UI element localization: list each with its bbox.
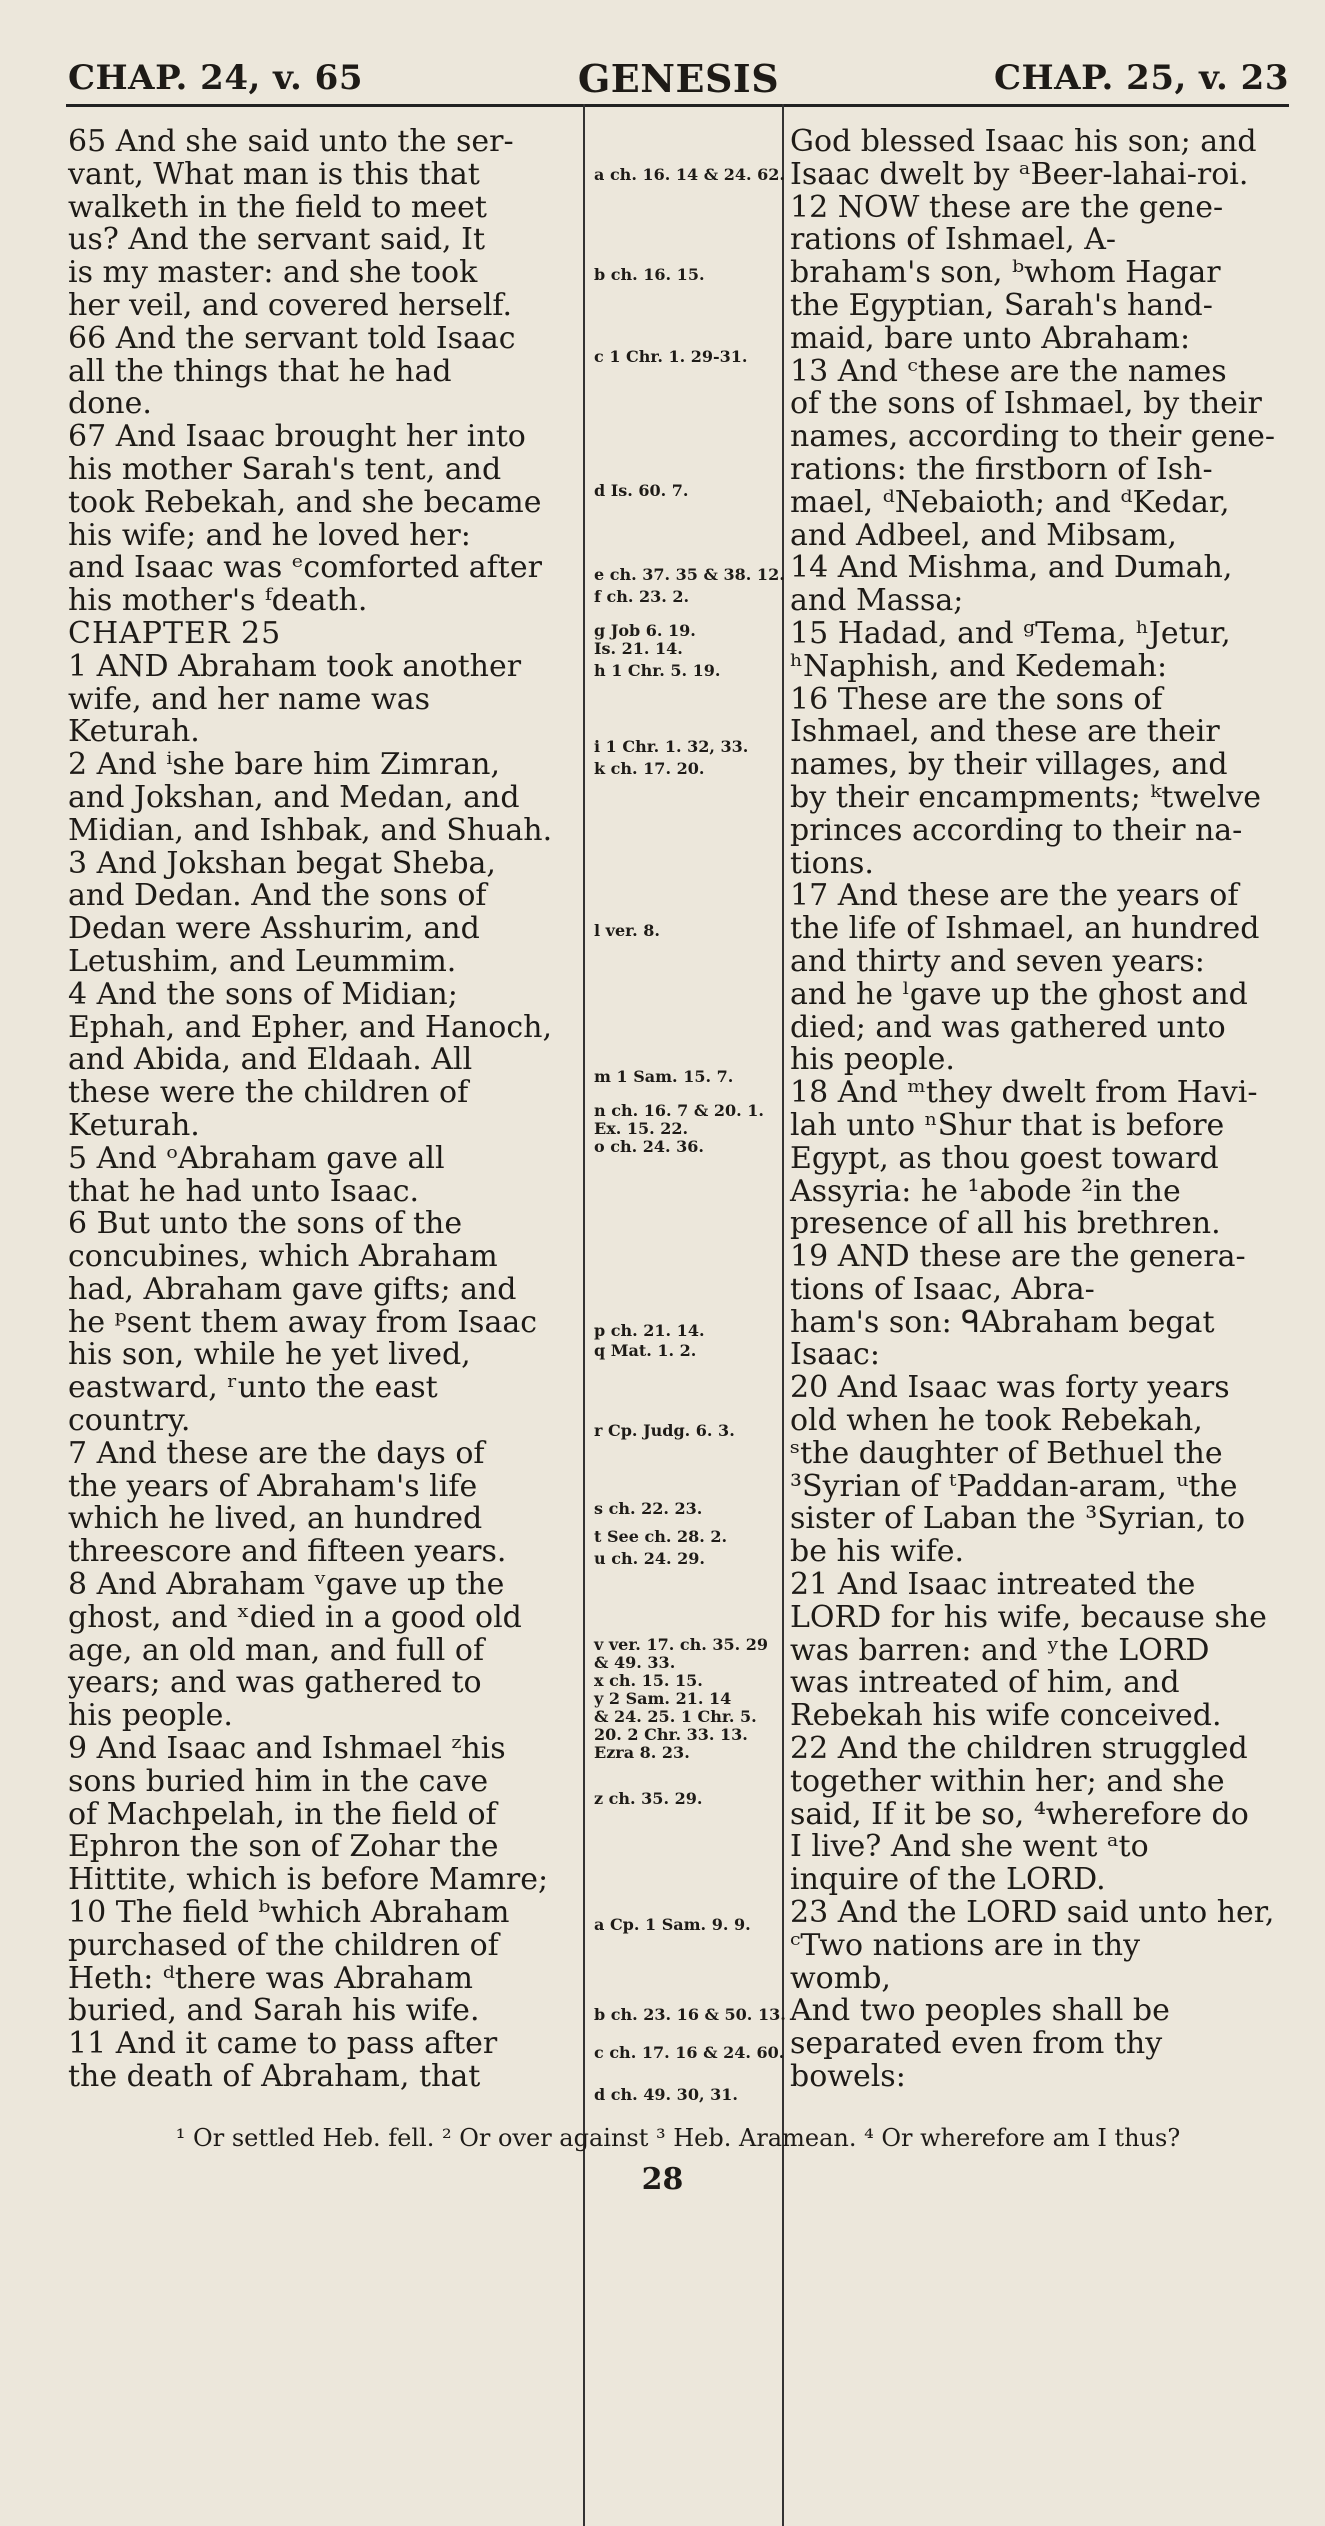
margin-ref: n ch. 16. 7 & 20. 1.	[594, 1101, 764, 1120]
text-line: ham's son: ᑫAbraham begat	[790, 1304, 1215, 1340]
text-line: Ephah, and Epher, and Hanoch,	[68, 1009, 552, 1045]
margin-ref: s ch. 22. 23.	[594, 1499, 703, 1518]
text-line: 15 Hadad, and ᵍTema, ʰJetur,	[790, 615, 1231, 651]
margin-ref: z ch. 35. 29.	[594, 1789, 703, 1808]
margin-ref: y 2 Sam. 21. 14	[594, 1689, 732, 1708]
margin-ref: k ch. 17. 20.	[594, 759, 705, 778]
text-line: princes according to their na-	[790, 812, 1243, 848]
text-line: bowels:	[790, 2059, 906, 2095]
text-line: 13 And ᶜthese are the names	[790, 353, 1227, 389]
text-line: the Egyptian, Sarah's hand-	[790, 287, 1213, 323]
text-line: and Jokshan, and Medan, and	[68, 779, 520, 815]
text-line: purchased of the children of	[68, 1927, 499, 1963]
text-line: ʰNaphish, and Kedemah:	[790, 648, 1168, 684]
text-line: eastward, ʳunto the east	[68, 1370, 438, 1406]
text-line: together within her; and she	[790, 1763, 1225, 1799]
text-line: ³Syrian of ᵗPaddan-aram, ᵘthe	[790, 1468, 1238, 1504]
text-line: Midian, and Ishbak, and Shuah.	[68, 812, 553, 848]
text-line: is my master: and she took	[68, 255, 478, 291]
text-line: lah unto ⁿShur that is before	[790, 1107, 1225, 1143]
margin-ref: Is. 21. 14.	[594, 639, 683, 658]
text-line: he ᵖsent them away from Isaac	[68, 1304, 538, 1340]
text-line: 7 And these are the days of	[68, 1435, 485, 1471]
text-line: 23 And the LORD said unto her,	[790, 1895, 1275, 1931]
margin-ref: e ch. 37. 35 & 38. 12.	[594, 565, 785, 584]
page-number: 28	[641, 2162, 684, 2197]
running-header	[68, 52, 1289, 104]
text-line: be his wife.	[790, 1534, 965, 1570]
text-line: I live? And she went ᵃto	[790, 1829, 1149, 1865]
text-line: Egypt, as thou goest toward	[790, 1140, 1219, 1176]
text-line: 10 The field ᵇwhich Abraham	[68, 1895, 510, 1931]
footnotes: ¹ Or settled Heb. fell. ² Or over against ³ Heb. Aramean. ⁴ Or wherefore am I thus?	[175, 2124, 1181, 2152]
text-line: Isaac dwelt by ᵃBeer-lahai-roi.	[790, 156, 1249, 192]
text-line: 18 And ᵐthey dwelt from Havi-	[790, 1075, 1258, 1111]
text-line: mael, ᵈNebaioth; and ᵈKedar,	[790, 484, 1230, 520]
text-line: 66 And the servant told Isaac	[68, 320, 516, 356]
margin-ref: g Job 6. 19.	[594, 621, 696, 640]
text-line: was barren: and ʸthe LORD	[790, 1632, 1210, 1668]
margin-ref: a Cp. 1 Sam. 9. 9.	[594, 1915, 751, 1934]
margin-ref: q Mat. 1. 2.	[594, 1341, 697, 1360]
margin-ref: h 1 Chr. 5. 19.	[594, 661, 721, 680]
text-line: these were the children of	[68, 1075, 469, 1111]
text-line: ghost, and ˣdied in a good old	[68, 1599, 522, 1635]
text-line: his people.	[790, 1042, 955, 1078]
text-line: and Isaac was ᵉcomforted after	[68, 550, 542, 586]
text-line: ˢthe daughter of Bethuel the	[790, 1435, 1223, 1471]
margin-ref: 20. 2 Chr. 33. 13.	[594, 1725, 748, 1744]
margin-ref: b ch. 23. 16 & 50. 13.	[594, 2005, 786, 2024]
text-line: 11 And it came to pass after	[68, 2026, 498, 2062]
text-line: Keturah.	[68, 714, 200, 750]
text-line: his mother Sarah's tent, and	[68, 451, 502, 487]
text-line: 65 And she said unto the ser-	[68, 124, 514, 159]
text-line: age, an old man, and full of	[68, 1632, 485, 1668]
text-line: rations of Ishmael, A-	[790, 222, 1117, 258]
text-line: and Massa;	[790, 583, 964, 619]
margin-ref: u ch. 24. 29.	[594, 1549, 705, 1568]
text-line: sons buried him in the cave	[68, 1763, 489, 1799]
text-line: was intreated of him, and	[790, 1665, 1180, 1701]
margin-ref: l ver. 8.	[594, 921, 660, 940]
text-line: 14 And Mishma, and Dumah,	[790, 550, 1233, 586]
text-line: and thirty and seven years:	[790, 943, 1205, 979]
text-line: his people.	[68, 1698, 233, 1734]
text-line: 2 And ⁱshe bare him Zimran,	[68, 747, 500, 783]
text-line: ᶜTwo nations are in thy	[790, 1927, 1141, 1963]
text-line: walketh in the field to meet	[68, 189, 487, 225]
margin-ref: c ch. 17. 16 & 24. 60.	[594, 2043, 785, 2062]
text-line: 19 AND these are the genera-	[790, 1239, 1246, 1275]
text-line: us? And the servant said, It	[68, 222, 486, 258]
text-line: Isaac:	[790, 1337, 880, 1373]
text-line: Assyria: he ¹abode ²in the	[790, 1173, 1181, 1209]
text-line: 4 And the sons of Midian;	[68, 976, 458, 1012]
margin-ref: m 1 Sam. 15. 7.	[594, 1067, 734, 1086]
text-line: 16 These are the sons of	[790, 681, 1163, 717]
text-line: years; and was gathered to	[68, 1665, 482, 1701]
text-line: Rebekah his wife conceived.	[790, 1698, 1222, 1734]
text-line: by their encampments; ᵏtwelve	[790, 779, 1262, 815]
text-line: Dedan were Asshurim, and	[68, 911, 480, 947]
margin-ref: x ch. 15. 15.	[594, 1671, 703, 1690]
text-line: died; and was gathered unto	[790, 1009, 1226, 1045]
text-line: 5 And ᵒAbraham gave all	[68, 1140, 445, 1176]
text-line: inquire of the LORD.	[790, 1862, 1106, 1898]
text-line: done.	[68, 386, 152, 422]
text-line: the death of Abraham, that	[68, 2059, 481, 2095]
text-line: Letushim, and Leummim.	[68, 943, 457, 979]
margin-references	[594, 126, 786, 2104]
text-line: her veil, and covered herself.	[68, 287, 512, 323]
margin-ref: Ex. 15. 22.	[594, 1119, 689, 1138]
text-line: Ishmael, and these are their	[790, 714, 1220, 750]
text-line: Hittite, which is before Mamre;	[68, 1862, 549, 1898]
margin-ref: c 1 Chr. 1. 29-31.	[594, 347, 748, 366]
text-line: vant, What man is this that	[68, 156, 480, 192]
margin-ref: i 1 Chr. 1. 32, 33.	[594, 737, 749, 756]
text-line: said, If it be so, ⁴wherefore do	[790, 1796, 1249, 1832]
text-line: all the things that he had	[68, 353, 452, 389]
text-line: tions.	[790, 845, 874, 881]
text-line: 6 But unto the sons of the	[68, 1206, 463, 1242]
text-line: Keturah.	[68, 1107, 200, 1143]
text-line: 9 And Isaac and Ishmael ᶻhis	[68, 1731, 506, 1767]
margin-ref: o ch. 24. 36.	[594, 1137, 704, 1156]
text-line: the life of Ishmael, an hundred	[790, 911, 1260, 947]
text-line: maid, bare unto Abraham:	[790, 320, 1191, 356]
text-line: 22 And the children struggled	[790, 1731, 1248, 1767]
margin-ref: Ezra 8. 23.	[594, 1743, 690, 1762]
text-line: concubines, which Abraham	[68, 1239, 498, 1275]
text-line: his son, while he yet lived,	[68, 1337, 471, 1373]
text-line: and Abida, and Eldaah. All	[68, 1042, 473, 1078]
text-line: had, Abraham gave gifts; and	[68, 1271, 517, 1307]
right-text-column	[790, 126, 1288, 2094]
header-right: CHAP. 25, v. 23	[994, 58, 1289, 98]
text-line: 8 And Abraham ᵛgave up the	[68, 1567, 505, 1603]
text-line: of Machpelah, in the field of	[68, 1796, 497, 1832]
margin-ref: d Is. 60. 7.	[594, 481, 689, 500]
text-line: the years of Abraham's life	[68, 1468, 478, 1504]
text-line: LORD for his wife, because she	[790, 1599, 1267, 1635]
text-line: old when he took Rebekah,	[790, 1403, 1203, 1439]
margin-ref: v ver. 17. ch. 35. 29	[594, 1635, 769, 1654]
text-line: 12 NOW these are the gene-	[790, 189, 1224, 225]
header-rule	[66, 104, 1289, 107]
text-line: threescore and fifteen years.	[68, 1534, 507, 1570]
text-line: braham's son, ᵇwhom Hagar	[790, 255, 1221, 291]
margin-ref: p ch. 21. 14.	[594, 1321, 705, 1340]
margin-ref: t See ch. 28. 2.	[594, 1527, 728, 1546]
text-line: country.	[68, 1403, 191, 1439]
margin-ref: f ch. 23. 2.	[594, 587, 690, 606]
text-line: names, according to their gene-	[790, 419, 1276, 455]
text-line: separated even from thy	[790, 2026, 1163, 2062]
margin-ref: & 24. 25. 1 Chr. 5.	[594, 1707, 757, 1726]
text-line: womb,	[790, 1960, 891, 1996]
text-line: presence of all his brethren.	[790, 1206, 1221, 1242]
margin-ref: b ch. 16. 15.	[594, 265, 705, 284]
text-line: and Dedan. And the sons of	[68, 878, 487, 914]
text-line: of the sons of Ishmael, by their	[790, 386, 1262, 422]
text-line: 17 And these are the years of	[790, 878, 1239, 914]
text-line: that he had unto Isaac.	[68, 1173, 420, 1209]
text-line: wife, and her name was	[68, 681, 431, 717]
text-line: took Rebekah, and she became	[68, 484, 542, 520]
text-line: sister of Laban the ³Syrian, to	[790, 1501, 1246, 1537]
text-line: Heth: ᵈthere was Abraham	[68, 1960, 473, 1996]
margin-ref: a ch. 16. 14 & 24. 62.	[594, 165, 785, 184]
text-line: tions of Isaac, Abra-	[790, 1271, 1095, 1307]
margin-ref: r Cp. Judg. 6. 3.	[594, 1421, 735, 1440]
text-line: rations: the firstborn of Ish-	[790, 451, 1213, 487]
chapter-heading: CHAPTER 25	[68, 615, 282, 651]
text-line: God blessed Isaac his son; and	[790, 124, 1257, 159]
header-left: CHAP. 24, v. 65	[68, 58, 363, 98]
text-line: And two peoples shall be	[790, 1993, 1170, 2029]
text-line: 67 And Isaac brought her into	[68, 419, 526, 455]
header-book-title: GENESIS	[577, 55, 780, 101]
text-line: 1 AND Abraham took another	[68, 648, 522, 684]
text-line: Ephron the son of Zohar the	[68, 1829, 499, 1865]
left-text-column	[68, 126, 574, 2094]
text-line: and he ˡgave up the ghost and	[790, 976, 1248, 1012]
margin-ref: & 49. 33.	[594, 1653, 676, 1672]
text-line: and Adbeel, and Mibsam,	[790, 517, 1177, 553]
text-line: 3 And Jokshan begat Sheba,	[68, 845, 496, 881]
text-line: 21 And Isaac intreated the	[790, 1567, 1196, 1603]
text-line: his wife; and he loved her:	[68, 517, 471, 553]
text-line: names, by their villages, and	[790, 747, 1228, 783]
text-line: 20 And Isaac was forty years	[790, 1370, 1230, 1406]
text-line: which he lived, an hundred	[68, 1501, 483, 1537]
text-line: his mother's ᶠdeath.	[68, 583, 368, 619]
margin-ref: d ch. 49. 30, 31.	[594, 2085, 738, 2104]
text-line: buried, and Sarah his wife.	[68, 1993, 480, 2029]
